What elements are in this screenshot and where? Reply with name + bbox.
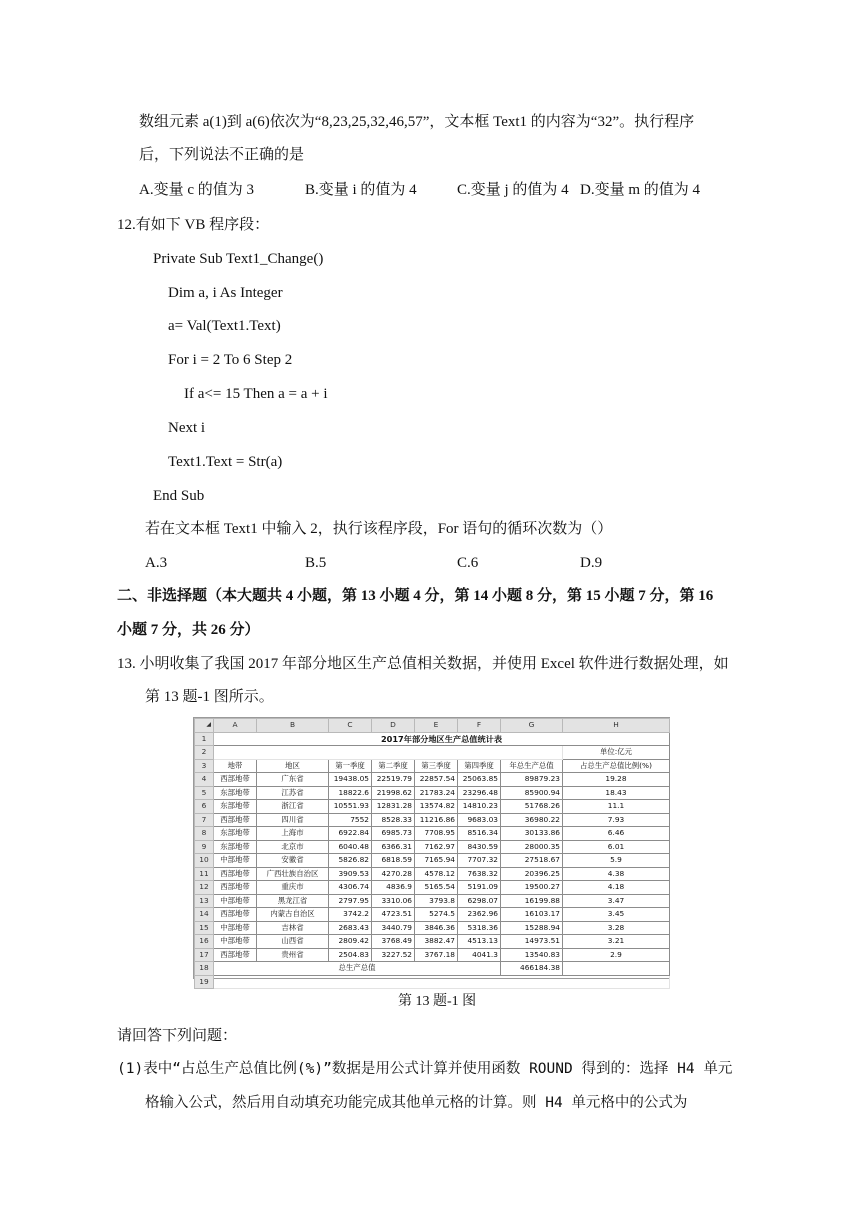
table-cell[interactable]: 11.1: [563, 800, 670, 814]
table-cell[interactable]: 3.45: [563, 908, 670, 922]
table-cell[interactable]: 23296.48: [458, 786, 501, 800]
table-cell[interactable]: 7638.32: [458, 867, 501, 881]
table-row: [195, 813, 670, 827]
table-cell[interactable]: 10551.93: [329, 800, 372, 814]
table-cell[interactable]: 浙江省: [257, 800, 329, 814]
table-cell[interactable]: 6040.48: [329, 840, 372, 854]
table-cell[interactable]: 18822.6: [329, 786, 372, 800]
excel-figure: [193, 717, 670, 986]
table-cell[interactable]: 11216.86: [415, 813, 458, 827]
table-cell[interactable]: 上海市: [257, 827, 329, 841]
table-cell[interactable]: 89879.23: [501, 773, 563, 787]
table-row: [195, 840, 670, 854]
table-cell[interactable]: 3768.49: [372, 935, 415, 949]
total-value[interactable]: 466184.38: [501, 962, 563, 976]
table-cell[interactable]: 16103.17: [501, 908, 563, 922]
code-line: Text1.Text = Str(a): [168, 454, 283, 470]
table-cell[interactable]: 15288.94: [501, 921, 563, 935]
column-header[interactable]: G: [501, 719, 563, 733]
table-cell[interactable]: 4836.9: [372, 881, 415, 895]
row-header[interactable]: 3: [195, 759, 214, 773]
table-cell[interactable]: 21783.24: [415, 786, 458, 800]
table-cell[interactable]: 7165.94: [415, 854, 458, 868]
row-header[interactable]: 7: [195, 813, 214, 827]
total-label[interactable]: 总生产总值: [214, 962, 501, 976]
table-cell[interactable]: 贵州省: [257, 948, 329, 962]
table-row: [195, 935, 670, 949]
header-cell[interactable]: 第四季度: [458, 759, 501, 773]
table-row: [195, 948, 670, 962]
q12-option-d: D.9: [580, 555, 603, 571]
column-header[interactable]: H: [563, 719, 670, 733]
table-cell[interactable]: 7708.95: [415, 827, 458, 841]
table-cell[interactable]: 3.21: [563, 935, 670, 949]
table-row: [195, 800, 670, 814]
table-cell[interactable]: 西部地带: [214, 908, 257, 922]
table-cell[interactable]: 4041.3: [458, 948, 501, 962]
table-cell[interactable]: 3.28: [563, 921, 670, 935]
table-cell[interactable]: 中部地带: [214, 921, 257, 935]
q11-stem-line1: 数组元素 a(1)到 a(6)依次为“8,23,25,32,46,57”，文本框 Text1 的内容为“32”。执行程序: [139, 114, 695, 130]
table-cell[interactable]: 内蒙古自治区: [257, 908, 329, 922]
table-row: [195, 867, 670, 881]
table-cell[interactable]: 5191.09: [458, 881, 501, 895]
header-cell[interactable]: 年总生产总值: [501, 759, 563, 773]
column-header-row: [195, 719, 670, 733]
table-cell[interactable]: 西部地带: [214, 867, 257, 881]
table-cell[interactable]: 25063.85: [458, 773, 501, 787]
table-cell[interactable]: 8516.34: [458, 827, 501, 841]
table-row: [195, 746, 670, 760]
table-cell[interactable]: 8430.59: [458, 840, 501, 854]
q13-sub1-line1: (1)表中“占总生产总值比例(%)”数据是用公式计算并使用函数 ROUND 得到的：选择 H4 单元: [117, 1061, 733, 1077]
table-cell[interactable]: 6922.84: [329, 827, 372, 841]
table-cell[interactable]: 19438.05: [329, 773, 372, 787]
q13-sub1-line2: 格输入公式，然后用自动填充功能完成其他单元格的计算。则 H4 单元格中的公式为: [145, 1095, 688, 1111]
table-cell[interactable]: 18.43: [563, 786, 670, 800]
table-cell[interactable]: 13540.83: [501, 948, 563, 962]
table-cell[interactable]: 51768.26: [501, 800, 563, 814]
header-cell[interactable]: 第二季度: [372, 759, 415, 773]
table-cell[interactable]: 14973.51: [501, 935, 563, 949]
table-cell[interactable]: 3882.47: [415, 935, 458, 949]
sheet-title[interactable]: 2017年部分地区生产总值统计表: [214, 732, 670, 746]
table-cell[interactable]: 85900.94: [501, 786, 563, 800]
table-cell[interactable]: 西部地带: [214, 881, 257, 895]
q13-stem-line1: 13. 小明收集了我国 2017 年部分地区生产总值相关数据，并使用 Excel 软件进行数据处理，如: [117, 656, 729, 672]
code-line: For i = 2 To 6 Step 2: [168, 352, 293, 368]
code-line: Next i: [168, 420, 206, 436]
q12-question: 若在文本框 Text1 中输入 2，执行该程序段，For 语句的循环次数为（）: [145, 521, 613, 537]
header-cell[interactable]: 第三季度: [415, 759, 458, 773]
table-cell[interactable]: 4513.13: [458, 935, 501, 949]
table-cell[interactable]: 3440.79: [372, 921, 415, 935]
table-cell[interactable]: 7.93: [563, 813, 670, 827]
row-header[interactable]: 1: [195, 732, 214, 746]
q12-option-a: A.3: [145, 555, 168, 571]
table-cell[interactable]: 5826.82: [329, 854, 372, 868]
table-cell[interactable]: [563, 962, 670, 976]
table-cell[interactable]: 2797.95: [329, 894, 372, 908]
table-cell[interactable]: 19500.27: [501, 881, 563, 895]
header-cell[interactable]: 地区: [257, 759, 329, 773]
q12-option-c: C.6: [457, 555, 479, 571]
row-header[interactable]: 18: [195, 962, 214, 976]
table-row: [195, 854, 670, 868]
row-header[interactable]: 8: [195, 827, 214, 841]
row-header[interactable]: 12: [195, 881, 214, 895]
column-header[interactable]: E: [415, 719, 458, 733]
table-cell[interactable]: 吉林省: [257, 921, 329, 935]
table-cell[interactable]: 5.9: [563, 854, 670, 868]
row-header[interactable]: 6: [195, 800, 214, 814]
table-cell[interactable]: 4578.12: [415, 867, 458, 881]
table-cell[interactable]: 2809.42: [329, 935, 372, 949]
spreadsheet-table: [194, 718, 670, 989]
q12-stem: 12.有如下 VB 程序段：: [117, 217, 270, 233]
table-cell[interactable]: 19.28: [563, 773, 670, 787]
table-cell[interactable]: 4306.74: [329, 881, 372, 895]
table-cell[interactable]: 7552: [329, 813, 372, 827]
table-cell[interactable]: 5165.54: [415, 881, 458, 895]
table-cell[interactable]: 2683.43: [329, 921, 372, 935]
table-cell[interactable]: 6.46: [563, 827, 670, 841]
table-cell[interactable]: 北京市: [257, 840, 329, 854]
q11-option-d: D.变量 m 的值为 4: [580, 182, 701, 198]
table-cell[interactable]: 东部地带: [214, 840, 257, 854]
table-cell[interactable]: 3909.53: [329, 867, 372, 881]
row-header[interactable]: 4: [195, 773, 214, 787]
row-header[interactable]: 17: [195, 948, 214, 962]
table-cell[interactable]: 4.38: [563, 867, 670, 881]
table-cell[interactable]: 东部地带: [214, 786, 257, 800]
header-row: [195, 759, 670, 773]
row-header[interactable]: 19: [195, 975, 214, 989]
table-cell[interactable]: 6366.31: [372, 840, 415, 854]
table-cell[interactable]: 28000.35: [501, 840, 563, 854]
table-cell[interactable]: 8528.33: [372, 813, 415, 827]
table-cell[interactable]: 2362.96: [458, 908, 501, 922]
row-header[interactable]: 16: [195, 935, 214, 949]
table-cell[interactable]: 西部地带: [214, 948, 257, 962]
table-cell[interactable]: 中部地带: [214, 935, 257, 949]
table-cell[interactable]: 2504.83: [329, 948, 372, 962]
table-cell[interactable]: 4270.28: [372, 867, 415, 881]
table-cell[interactable]: 6.01: [563, 840, 670, 854]
row-header[interactable]: 14: [195, 908, 214, 922]
table-cell[interactable]: 中部地带: [214, 854, 257, 868]
row-header[interactable]: 11: [195, 867, 214, 881]
row-header[interactable]: 10: [195, 854, 214, 868]
blank-cell[interactable]: [214, 975, 670, 989]
blank-cell[interactable]: [214, 746, 563, 760]
q11-option-b: B.变量 i 的值为 4: [305, 182, 417, 198]
table-row: [195, 921, 670, 935]
q11-option-c: C.变量 j 的值为 4: [457, 182, 569, 198]
table-cell[interactable]: 21998.62: [372, 786, 415, 800]
table-cell[interactable]: 13574.82: [415, 800, 458, 814]
table-row: [195, 894, 670, 908]
table-cell[interactable]: 中部地带: [214, 894, 257, 908]
header-cell[interactable]: 第一季度: [329, 759, 372, 773]
table-row: [195, 786, 670, 800]
table-cell[interactable]: 12831.28: [372, 800, 415, 814]
table-cell[interactable]: 黑龙江省: [257, 894, 329, 908]
table-cell[interactable]: 36980.22: [501, 813, 563, 827]
code-line: End Sub: [153, 488, 205, 504]
table-cell[interactable]: 四川省: [257, 813, 329, 827]
row-header[interactable]: 9: [195, 840, 214, 854]
column-header[interactable]: C: [329, 719, 372, 733]
code-line: Private Sub Text1_Change(): [153, 251, 324, 267]
table-cell[interactable]: 6985.73: [372, 827, 415, 841]
header-cell[interactable]: 地带: [214, 759, 257, 773]
q13-stem-line2: 第 13 题-1 图所示。: [145, 689, 274, 705]
column-header[interactable]: B: [257, 719, 329, 733]
code-line: If a<= 15 Then a = a + i: [184, 386, 328, 402]
table-cell[interactable]: 22519.79: [372, 773, 415, 787]
table-cell[interactable]: 9683.03: [458, 813, 501, 827]
table-cell[interactable]: 西部地带: [214, 773, 257, 787]
table-row: [195, 908, 670, 922]
table-cell[interactable]: 7707.32: [458, 854, 501, 868]
table-cell[interactable]: 20396.25: [501, 867, 563, 881]
table-cell[interactable]: 江苏省: [257, 786, 329, 800]
table-cell[interactable]: 27518.67: [501, 854, 563, 868]
column-header[interactable]: A: [214, 719, 257, 733]
table-cell[interactable]: 安徽省: [257, 854, 329, 868]
code-line: Dim a, i As Integer: [168, 285, 283, 301]
table-cell[interactable]: 3846.36: [415, 921, 458, 935]
q12-option-b: B.5: [305, 555, 327, 571]
table-cell[interactable]: 4.18: [563, 881, 670, 895]
table-cell[interactable]: 西部地带: [214, 813, 257, 827]
table-cell[interactable]: 2.9: [563, 948, 670, 962]
table-cell[interactable]: 16199.88: [501, 894, 563, 908]
column-header[interactable]: F: [458, 719, 501, 733]
table-cell[interactable]: 3793.8: [415, 894, 458, 908]
table-cell[interactable]: 重庆市: [257, 881, 329, 895]
unit-label[interactable]: 单位:亿元: [563, 746, 670, 760]
select-all-corner[interactable]: ◢: [195, 719, 214, 733]
row-header[interactable]: 5: [195, 786, 214, 800]
section-heading-line1: 二、非选择题（本大题共 4 小题，第 13 小题 4 分，第 14 小题 8 分，第 15 小题 7 分，第 16: [117, 588, 714, 604]
table-cell[interactable]: 广西壮族自治区: [257, 867, 329, 881]
table-cell[interactable]: 7162.97: [415, 840, 458, 854]
table-cell[interactable]: 6818.59: [372, 854, 415, 868]
table-row: [195, 773, 670, 787]
table-row: [195, 732, 670, 746]
q11-stem-line2: 后，下列说法不正确的是: [139, 147, 305, 163]
q13-prompt: 请回答下列问题：: [117, 1028, 238, 1044]
table-cell[interactable]: 广东省: [257, 773, 329, 787]
table-cell[interactable]: 3767.18: [415, 948, 458, 962]
table-row: [195, 975, 670, 989]
q11-option-a: A.变量 c 的值为 3: [139, 182, 254, 198]
column-header[interactable]: D: [372, 719, 415, 733]
table-cell[interactable]: 3.47: [563, 894, 670, 908]
table-row: [195, 827, 670, 841]
row-header[interactable]: 2: [195, 746, 214, 760]
row-header[interactable]: 15: [195, 921, 214, 935]
section-heading-line2: 小题 7 分，共 26 分）: [117, 622, 260, 638]
table-cell[interactable]: 山西省: [257, 935, 329, 949]
table-cell[interactable]: 3227.52: [372, 948, 415, 962]
table-cell[interactable]: 3742.2: [329, 908, 372, 922]
table-row: [195, 881, 670, 895]
header-cell[interactable]: 占总生产总值比例(%): [563, 759, 670, 773]
table-cell[interactable]: 22857.54: [415, 773, 458, 787]
table-cell[interactable]: 东部地带: [214, 827, 257, 841]
table-cell[interactable]: 14810.23: [458, 800, 501, 814]
table-cell[interactable]: 3310.06: [372, 894, 415, 908]
table-cell[interactable]: 6298.07: [458, 894, 501, 908]
table-cell[interactable]: 5274.5: [415, 908, 458, 922]
table-cell[interactable]: 5318.36: [458, 921, 501, 935]
row-header[interactable]: 13: [195, 894, 214, 908]
figure-caption: 第 13 题-1 图: [398, 994, 477, 1009]
code-line: a= Val(Text1.Text): [168, 318, 281, 334]
table-cell[interactable]: 东部地带: [214, 800, 257, 814]
total-row: [195, 962, 670, 976]
table-cell[interactable]: 4723.51: [372, 908, 415, 922]
table-cell[interactable]: 30133.86: [501, 827, 563, 841]
